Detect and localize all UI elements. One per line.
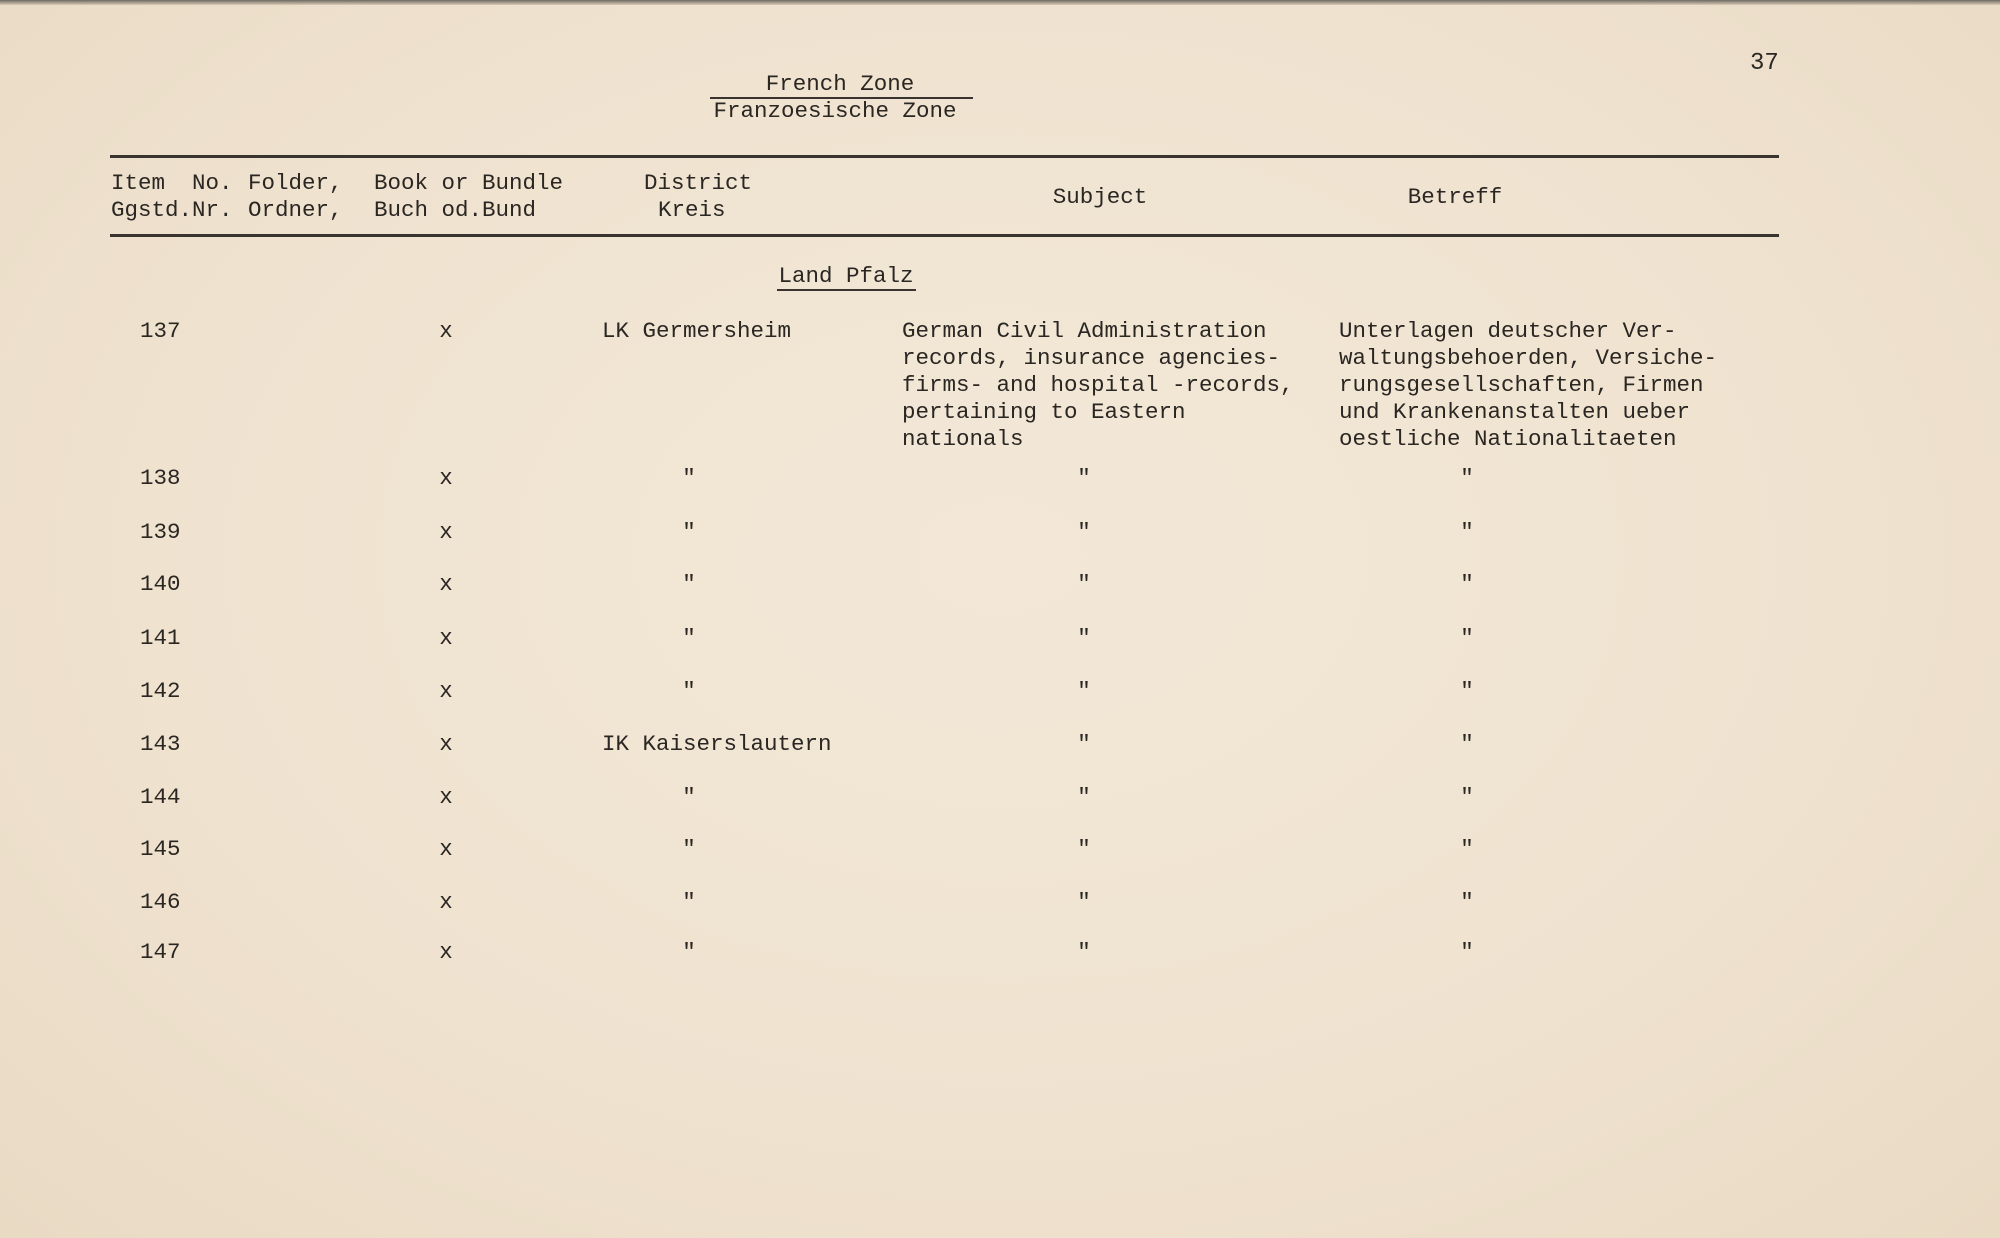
- cell-betreff: ": [1460, 939, 1474, 965]
- cell-subject: ": [1077, 784, 1091, 810]
- cell-betreff: ": [1460, 465, 1474, 491]
- cell-book: x: [439, 939, 453, 965]
- cell-district: IK Kaiserslautern: [602, 731, 832, 757]
- cell-betreff: ": [1460, 571, 1474, 597]
- cell-subject: ": [1077, 465, 1091, 491]
- cell-betreff: Unterlagen deutscher Ver- waltungsbehoerden, Versiche- rungsgesellschaften, Firmen und Krankenanstalten ueber oestliche Nationalitaeten: [1339, 318, 1718, 452]
- header-subject: Subject: [1052, 184, 1148, 210]
- cell-book: x: [439, 784, 453, 810]
- cell-item: 147: [140, 939, 181, 965]
- header-folder-de: Ordner,: [248, 197, 343, 223]
- cell-book: x: [439, 678, 453, 704]
- cell-book: x: [439, 519, 453, 545]
- section-title: Land Pfalz: [778, 263, 914, 289]
- header-district-de: Kreis: [658, 197, 726, 223]
- cell-betreff: ": [1460, 678, 1474, 704]
- cell-book: x: [439, 318, 453, 344]
- cell-subject: ": [1077, 678, 1091, 704]
- cell-betreff: ": [1460, 519, 1474, 545]
- cell-book: x: [439, 571, 453, 597]
- cell-item: 144: [140, 784, 181, 810]
- cell-district: ": [682, 784, 696, 810]
- header-betreff: Betreff: [1407, 184, 1503, 210]
- cell-district: ": [682, 465, 696, 491]
- cell-subject: ": [1077, 939, 1091, 965]
- cell-district: ": [682, 519, 696, 545]
- cell-betreff: ": [1460, 625, 1474, 651]
- cell-district: LK Germersheim: [602, 318, 792, 344]
- section-underline: [777, 289, 916, 291]
- cell-district: ": [682, 678, 696, 704]
- cell-district: ": [682, 889, 696, 915]
- cell-book: x: [439, 889, 453, 915]
- cell-subject: ": [1077, 571, 1091, 597]
- header-item: Item No.: [111, 170, 233, 196]
- cell-item: 138: [140, 465, 181, 491]
- cell-book: x: [439, 625, 453, 651]
- cell-item: 137: [140, 318, 181, 344]
- header-book-de: Buch od.Bund: [374, 197, 537, 223]
- header-book: Book or Bundle: [374, 170, 564, 196]
- cell-district: ": [682, 836, 696, 862]
- cell-item: 139: [140, 519, 181, 545]
- cell-district: ": [682, 939, 696, 965]
- cell-district: ": [682, 571, 696, 597]
- cell-subject: ": [1077, 889, 1091, 915]
- cell-subject: German Civil Administration records, insurance agencies- firms- and hospital -records, pertaining to Eastern nationals: [902, 318, 1294, 452]
- header-district: District: [644, 170, 753, 196]
- page-number: 37: [1750, 50, 1779, 77]
- cell-book: x: [439, 731, 453, 757]
- header-folder: Folder,: [248, 170, 343, 196]
- cell-betreff: ": [1460, 784, 1474, 810]
- cell-subject: ": [1077, 625, 1091, 651]
- cell-item: 145: [140, 836, 181, 862]
- title-french-zone: French Zone: [765, 71, 915, 97]
- cell-betreff: ": [1460, 889, 1474, 915]
- cell-item: 143: [140, 731, 181, 757]
- header-bottom-rule: [110, 234, 1779, 237]
- cell-book: x: [439, 836, 453, 862]
- header-item-de: Ggstd.Nr.: [111, 197, 233, 223]
- cell-item: 140: [140, 571, 181, 597]
- cell-book: x: [439, 465, 453, 491]
- cell-subject: ": [1077, 731, 1091, 757]
- cell-subject: ": [1077, 836, 1091, 862]
- scan-edge: [0, 0, 2000, 5]
- cell-item: 141: [140, 625, 181, 651]
- title-franzoesische-zone: Franzoesische Zone: [713, 98, 957, 124]
- cell-betreff: ": [1460, 731, 1474, 757]
- cell-betreff: ": [1460, 836, 1474, 862]
- cell-subject: ": [1077, 519, 1091, 545]
- cell-item: 142: [140, 678, 181, 704]
- cell-district: ": [682, 625, 696, 651]
- cell-item: 146: [140, 889, 181, 915]
- header-top-rule: [110, 155, 1779, 158]
